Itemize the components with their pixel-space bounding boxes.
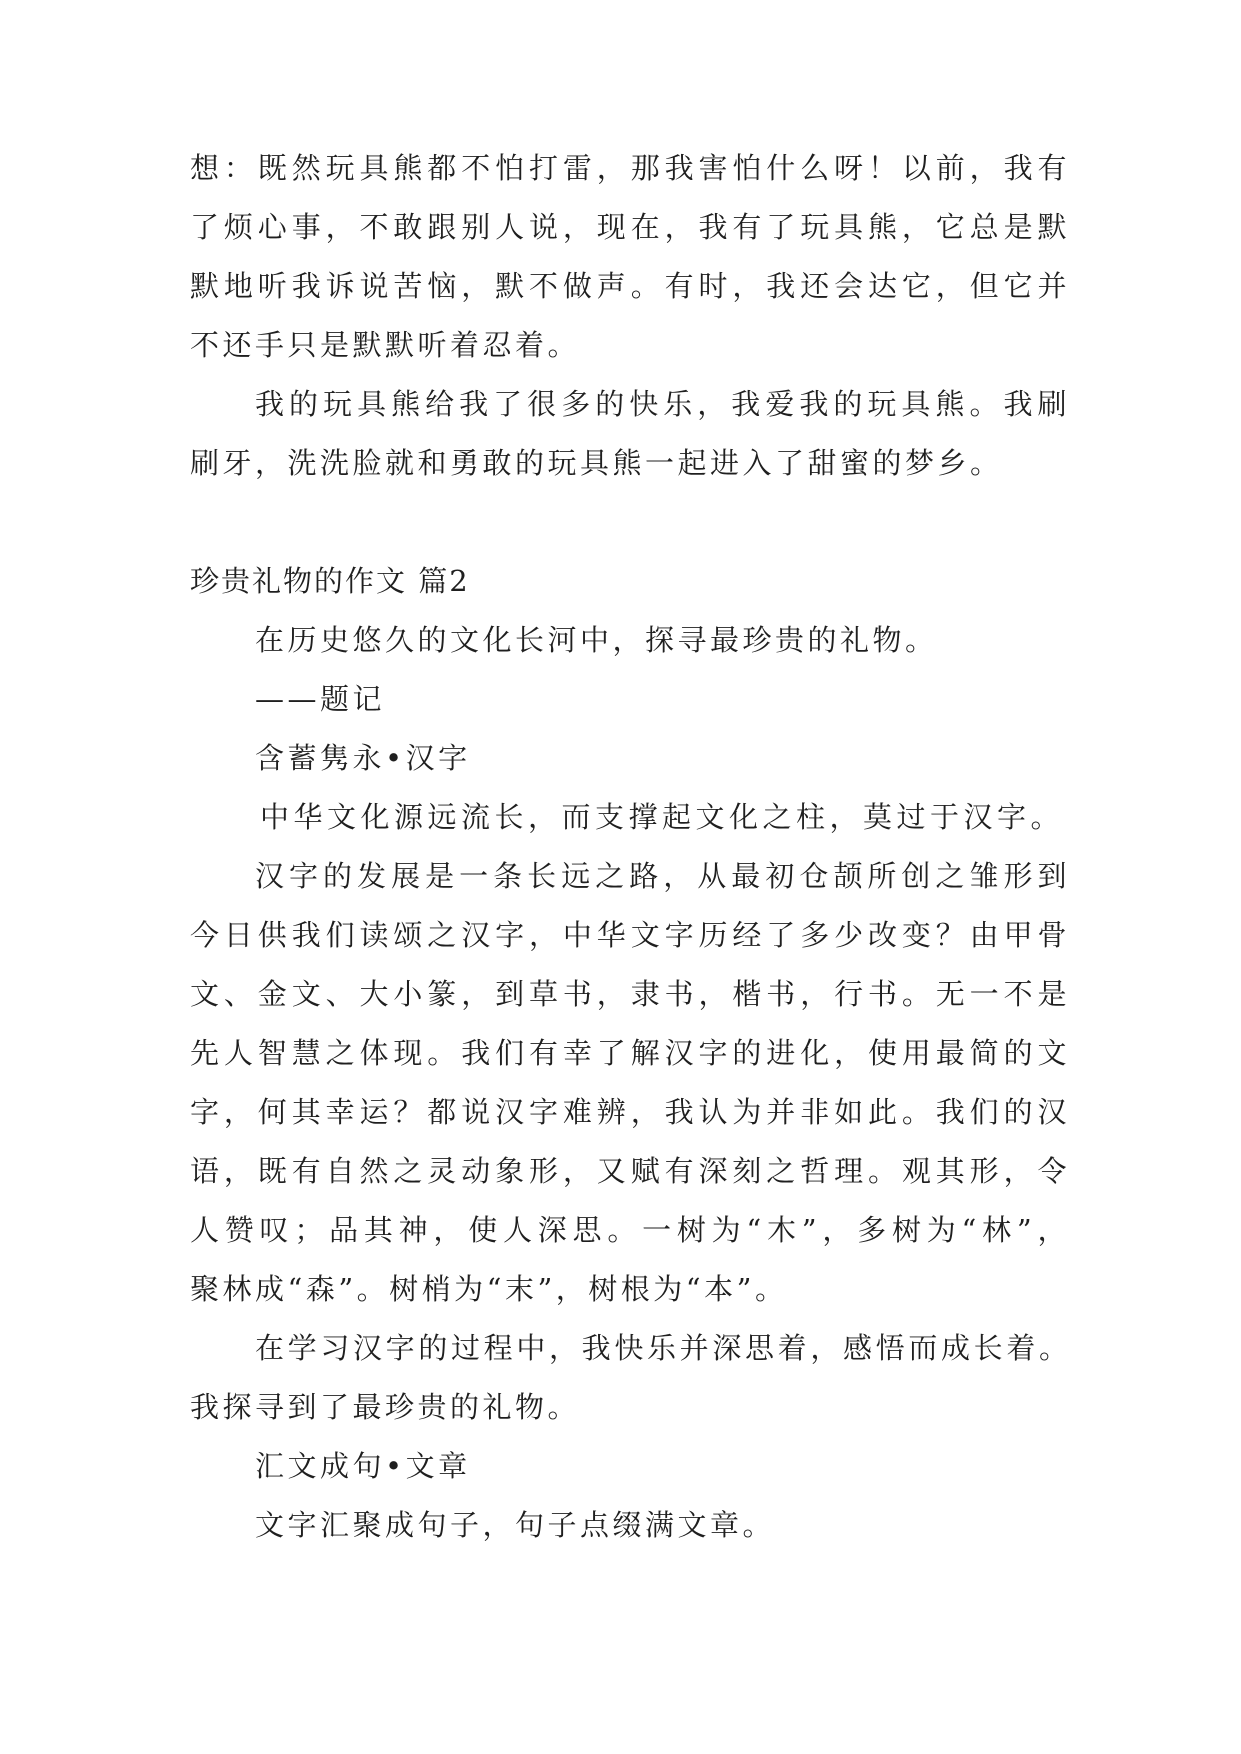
section-title: 珍贵礼物的作文 篇2 xyxy=(190,564,470,598)
subsection-heading: 汇文成句•文章 xyxy=(255,1449,471,1483)
paragraph-line: 刷牙，洗洗脸就和勇敢的玩具熊一起进入了甜蜜的梦乡。 xyxy=(190,446,1003,480)
epigraph-line: 在历史悠久的文化长河中，探寻最珍贵的礼物。 xyxy=(255,623,938,657)
paragraph-line: 汉字的发展是一条长远之路，从最初仓颉所创之雏形到 xyxy=(255,859,1070,893)
paragraph-line: 文、金文、大小篆，到草书，隶书，楷书，行书。无一不是 xyxy=(190,977,1070,1011)
paragraph-line: 想：既然玩具熊都不怕打雷，那我害怕什么呀！以前，我有 xyxy=(190,151,1070,185)
paragraph-line: 我探寻到了最珍贵的礼物。 xyxy=(190,1390,581,1424)
paragraph-line: 先人智慧之体现。我们有幸了解汉字的进化，使用最简的文 xyxy=(190,1036,1070,1070)
paragraph-line: 人赞叹；品其神，使人深思。一树为“木”，多树为“林”， xyxy=(190,1213,1070,1247)
paragraph-line: 字，何其幸运？都说汉字难辨，我认为并非如此。我们的汉 xyxy=(190,1095,1070,1129)
subsection-heading: 含蓄隽永•汉字 xyxy=(255,741,471,775)
paragraph-line: 中华文化源远流长，而支撑起文化之柱，莫过于汉字。 xyxy=(260,800,1065,834)
paragraph-line: 我的玩具熊给我了很多的快乐，我爱我的玩具熊。我刷 xyxy=(255,387,1070,421)
paragraph-line: 了烦心事，不敢跟别人说，现在，我有了玩具熊，它总是默 xyxy=(190,210,1070,244)
paragraph-line: 默地听我诉说苦恼，默不做声。有时，我还会达它，但它并 xyxy=(190,269,1070,303)
paragraph-line: 语，既有自然之灵动象形，又赋有深刻之哲理。观其形，令 xyxy=(190,1154,1070,1188)
paragraph-line: 在学习汉字的过程中，我快乐并深思着，感悟而成长着。 xyxy=(255,1331,1070,1365)
paragraph-line: 聚林成“森”。树梢为“末”，树根为“本”。 xyxy=(190,1272,788,1306)
paragraph-line: 文字汇聚成句子，句子点缀满文章。 xyxy=(255,1508,776,1542)
paragraph-line: 不还手只是默默听着忍着。 xyxy=(190,328,581,362)
epigraph-attribution: ——题记 xyxy=(255,682,386,716)
paragraph-line: 今日供我们读颂之汉字，中华文字历经了多少改变？由甲骨 xyxy=(190,918,1070,952)
